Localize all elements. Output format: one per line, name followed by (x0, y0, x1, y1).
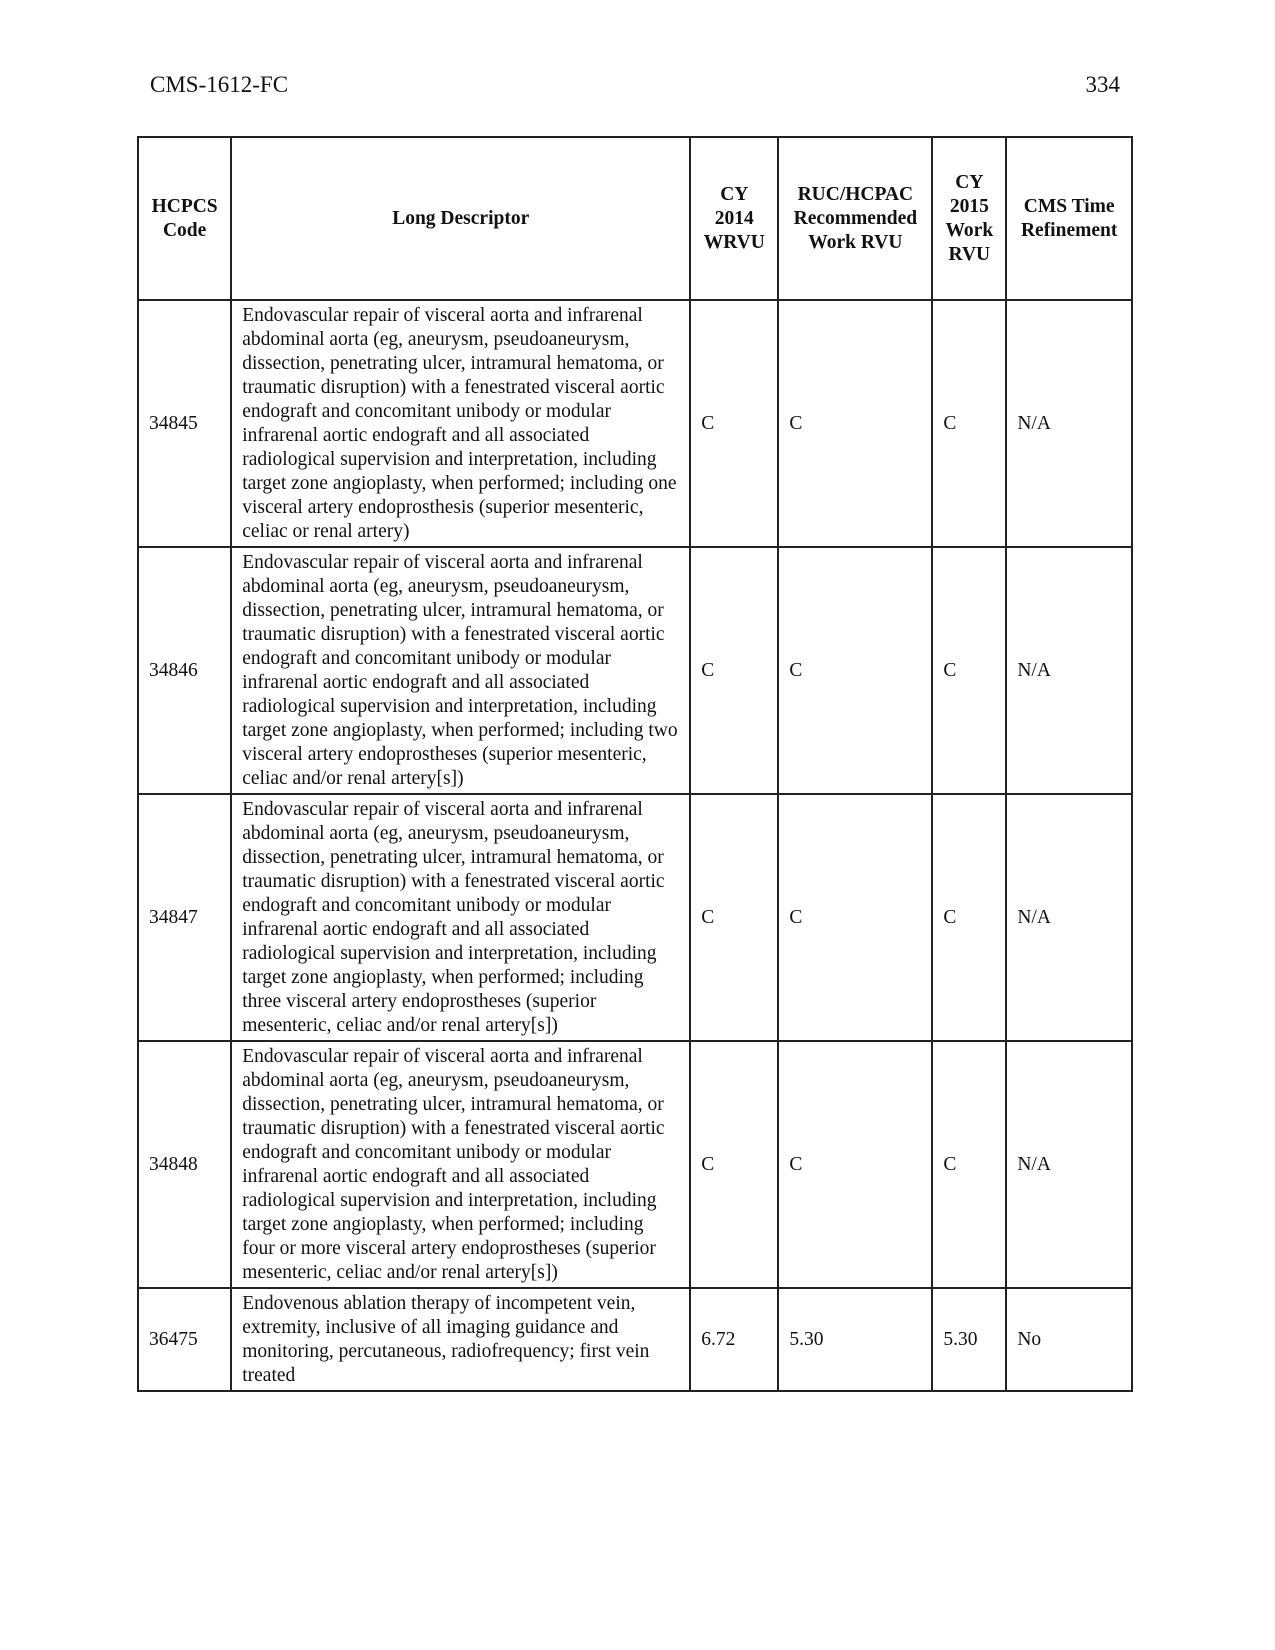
page-number: 334 (1085, 72, 1120, 97)
table-row (138, 300, 1132, 547)
hcpcs-code-cell: 34848 (138, 1041, 231, 1288)
table-row (138, 547, 1132, 794)
col-header-hcpcs-code: HCPCS Code (138, 137, 231, 300)
cy2014-wrvu-cell: C (690, 1041, 778, 1288)
cy2015-work-rvu-cell: C (932, 794, 1006, 1041)
cy2014-wrvu-cell: C (690, 547, 778, 794)
table-row (138, 794, 1132, 1041)
long-descriptor-cell: Endovascular repair of visceral aorta and infrarenal abdominal aorta (eg, aneurysm, pseudoaneurysm, dissection, penetrating ulcer, intramural hematoma, or traumatic disruption) with a fenestrated visceral aortic endograft and concomitant unibody or modular infrarenal aortic endograft and all associated radiological supervision and interpretation, including target zone angioplasty, when performed; including one visceral artery endoprosthesis (superior mesenteric, celiac or renal artery) (231, 300, 690, 547)
long-descriptor-cell: Endovascular repair of visceral aorta and infrarenal abdominal aorta (eg, aneurysm, pseudoaneurysm, dissection, penetrating ulcer, intramural hematoma, or traumatic disruption) with a fenestrated visceral aortic endograft and concomitant unibody or modular infrarenal aortic endograft and all associated radiological supervision and interpretation, including target zone angioplasty, when performed; including four or more visceral artery endoprostheses (superior mesenteric, celiac and/or renal artery[s]) (231, 1041, 690, 1288)
cy2014-wrvu-cell: C (690, 794, 778, 1041)
ruc-recommended-cell: C (778, 300, 932, 547)
cy2015-work-rvu-cell: 5.30 (932, 1288, 1006, 1391)
cms-time-refinement-cell: N/A (1006, 794, 1132, 1041)
hcpcs-code-cell: 36475 (138, 1288, 231, 1391)
ruc-recommended-cell: C (778, 1041, 932, 1288)
ruc-recommended-cell: C (778, 547, 932, 794)
cy2014-wrvu-cell: C (690, 300, 778, 547)
hcpcs-code-cell: 34845 (138, 300, 231, 547)
ruc-recommended-cell: C (778, 794, 932, 1041)
page-header (150, 72, 1120, 98)
cy2014-wrvu-cell: 6.72 (690, 1288, 778, 1391)
document-id: CMS-1612-FC (150, 72, 289, 97)
long-descriptor-cell: Endovascular repair of visceral aorta and infrarenal abdominal aorta (eg, aneurysm, pseudoaneurysm, dissection, penetrating ulcer, intramural hematoma, or traumatic disruption) with a fenestrated visceral aortic endograft and concomitant unibody or modular infrarenal aortic endograft and all associated radiological supervision and interpretation, including target zone angioplasty, when performed; including two visceral artery endoprostheses (superior mesenteric, celiac and/or renal artery[s]) (231, 547, 690, 794)
table-row (138, 1288, 1132, 1391)
col-header-ruc-recommended: RUC/HCPAC Recommended Work RVU (778, 137, 932, 300)
col-header-cms-time-refinement: CMS Time Refinement (1006, 137, 1132, 300)
long-descriptor-cell: Endovenous ablation therapy of incompetent vein, extremity, inclusive of all imaging guidance and monitoring, percutaneous, radiofrequency; first vein treated (231, 1288, 690, 1391)
cy2015-work-rvu-cell: C (932, 1041, 1006, 1288)
table-header-row (138, 137, 1132, 300)
cy2015-work-rvu-cell: C (932, 547, 1006, 794)
col-header-cy2015-work-rvu: CY 2015 Work RVU (932, 137, 1006, 300)
cms-time-refinement-cell: N/A (1006, 1041, 1132, 1288)
col-header-cy2014-wrvu: CY 2014 WRVU (690, 137, 778, 300)
cy2015-work-rvu-cell: C (932, 300, 1006, 547)
cms-time-refinement-cell: N/A (1006, 547, 1132, 794)
hcpcs-table (137, 136, 1133, 1392)
cms-time-refinement-cell: N/A (1006, 300, 1132, 547)
table-row (138, 1041, 1132, 1288)
hcpcs-code-cell: 34846 (138, 547, 231, 794)
hcpcs-code-cell: 34847 (138, 794, 231, 1041)
cms-time-refinement-cell: No (1006, 1288, 1132, 1391)
ruc-recommended-cell: 5.30 (778, 1288, 932, 1391)
col-header-long-descriptor: Long Descriptor (231, 137, 690, 300)
long-descriptor-cell: Endovascular repair of visceral aorta and infrarenal abdominal aorta (eg, aneurysm, pseudoaneurysm, dissection, penetrating ulcer, intramural hematoma, or traumatic disruption) with a fenestrated visceral aortic endograft and concomitant unibody or modular infrarenal aortic endograft and all associated radiological supervision and interpretation, including target zone angioplasty, when performed; including three visceral artery endoprostheses (superior mesenteric, celiac and/or renal artery[s]) (231, 794, 690, 1041)
